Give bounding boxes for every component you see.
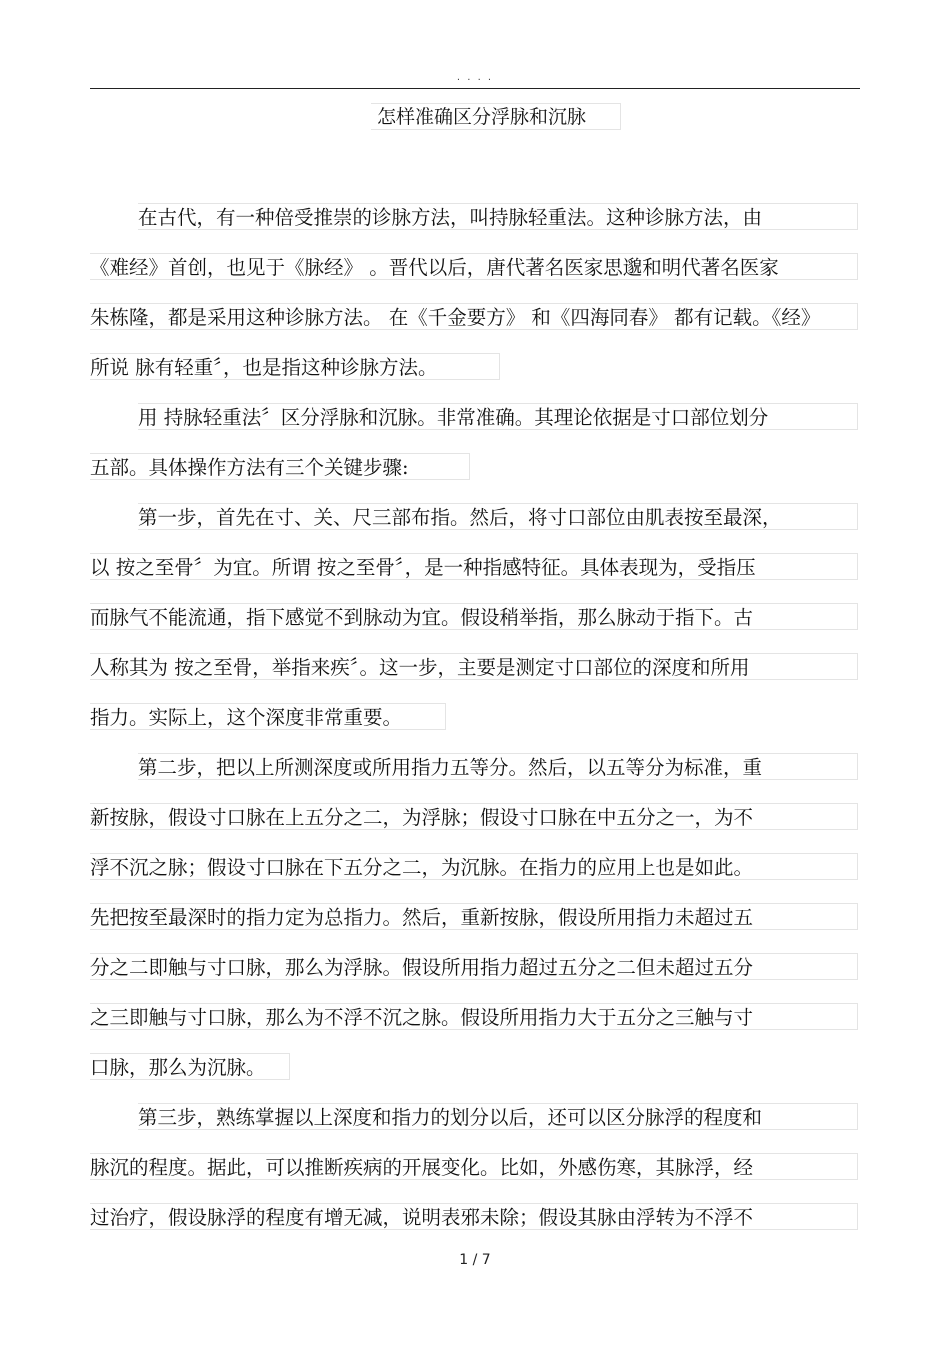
text-line: 新按脉，假设寸口脉在上五分之二，为浮脉；假设寸口脉在中五分之一，为不 (90, 803, 858, 830)
text-line: 所说 脉有轻重〞，也是指这种诊脉方法。 (90, 353, 500, 380)
text-line: 第一步，首先在寸、关、尺三部布指。然后，将寸口部位由肌表按至最深， (138, 503, 858, 530)
page-number: 1 / 7 (459, 1252, 491, 1268)
text-line: 口脉，那么为沉脉。 (90, 1053, 290, 1080)
text-line: 五部。具体操作方法有三个关键步骤: (90, 453, 470, 480)
text-line: 之三即触与寸口脉，那么为不浮不沉之脉。假设所用指力大于五分之三触与寸 (90, 1003, 858, 1030)
header-rule (90, 88, 860, 89)
text-line: 浮不沉之脉；假设寸口脉在下五分之二，为沉脉。在指力的应用上也是如此。 (90, 853, 858, 880)
text-line: 人称其为 按之至骨，举指来疾〞。这一步，主要是测定寸口部位的深度和所用 (90, 653, 858, 680)
text-line: 第三步，熟练掌握以上深度和指力的划分以后，还可以区分脉浮的程度和 (138, 1103, 858, 1130)
header-marks: . . . . (456, 72, 494, 83)
document-title: 怎样准确区分浮脉和沉脉 (371, 103, 621, 130)
text-line: 用 持脉轻重法〞区分浮脉和沉脉。非常准确。其理论依据是寸口部位划分 (138, 403, 858, 430)
text-line: 分之二即触与寸口脉，那么为浮脉。假设所用指力超过五分之二但未超过五分 (90, 953, 858, 980)
text-line: 以 按之至骨〞为宜。所谓 按之至骨〞，是一种指感特征。具体表现为，受指压 (90, 553, 858, 580)
text-line: 朱栋隆，都是采用这种诊脉方法。 在《千金要方》 和《四海同春》 都有记载。《经》 (90, 303, 858, 330)
text-line: 先把按至最深时的指力定为总指力。然后，重新按脉，假设所用指力未超过五 (90, 903, 858, 930)
text-line: 而脉气不能流通，指下感觉不到脉动为宜。假设稍举指，那么脉动于指下。古 (90, 603, 858, 630)
text-line: 指力。实际上，这个深度非常重要。 (90, 703, 446, 730)
text-line: 在古代，有一种倍受推崇的诊脉方法，叫持脉轻重法。这种诊脉方法，由 (138, 203, 858, 230)
text-line: 脉沉的程度。据此，可以推断疾病的开展变化。比如，外感伤寒，其脉浮，经 (90, 1153, 858, 1180)
text-line: 第二步，把以上所测深度或所用指力五等分。然后，以五等分为标准，重 (138, 753, 858, 780)
text-line: 《难经》首创，也见于《脉经》 。晋代以后，唐代著名医家思邈和明代著名医家 (90, 253, 858, 280)
text-line: 过治疗，假设脉浮的程度有增无减，说明表邪未除；假设其脉由浮转为不浮不 (90, 1203, 858, 1230)
